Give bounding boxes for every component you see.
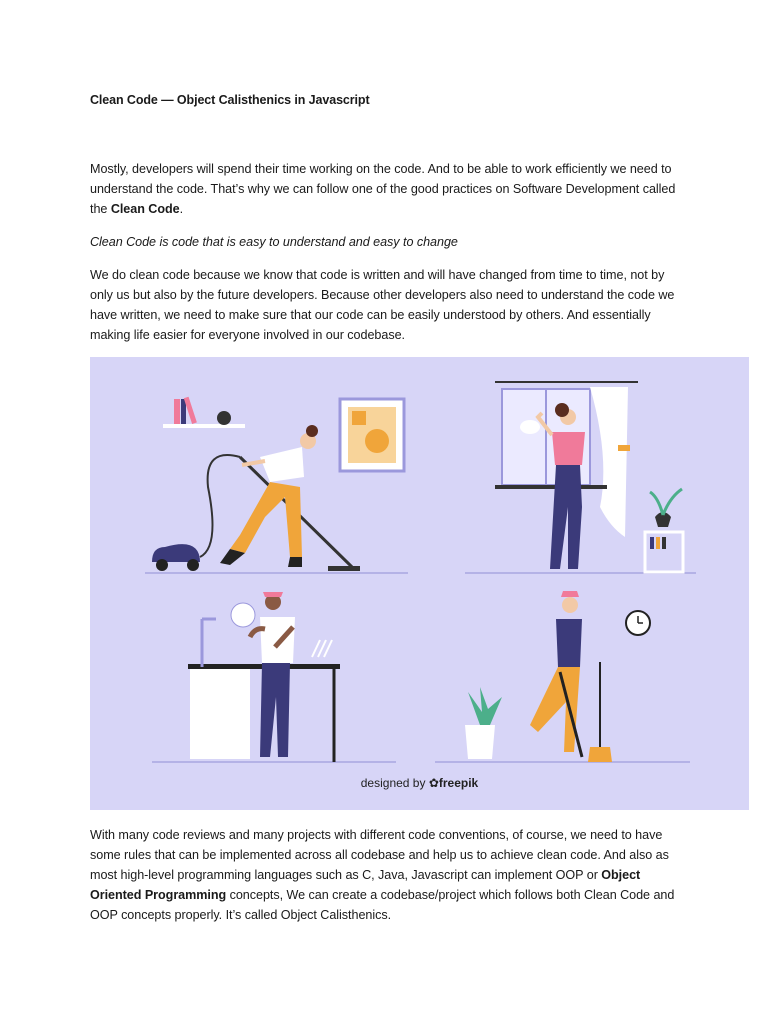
document-title: Clean Code — Object Calisthenics in Javascript <box>90 93 370 107</box>
intro-paragraph <box>90 159 690 219</box>
intro-period: . <box>179 202 184 216</box>
bookshelf-icon <box>163 397 245 428</box>
illustration-graphic <box>90 357 749 810</box>
freepik-logo-icon: ✿ <box>428 776 439 790</box>
plant-shelf-icon <box>645 489 683 572</box>
man-sweeping-figure <box>530 591 612 762</box>
potted-plant-icon <box>465 687 502 759</box>
credit-prefix: designed by <box>360 776 426 790</box>
woman-vacuuming-figure <box>220 425 318 567</box>
intro-text: Mostly, developers will spend their time working on the code. And to be able to work efficiently we need to understand the code. That’s why we can follow one of the good practices on Software Development called the <box>90 162 676 216</box>
calisthenics-paragraph <box>90 825 695 925</box>
calisthenics-end-text: concepts, We can create a codebase/project which follows both Clean Code and OOP concepts properly. It’s called Object Calisthenics. <box>90 888 675 922</box>
calisthenics-text: With many code reviews and many projects with different code conventions, of course, we need to have some rules that can be implemented across all codebase and help us to achieve clean code. And also as most high-level programming languages such as C, Java, Javascript can implement OOP or <box>90 828 669 882</box>
wall-picture-icon <box>340 399 404 471</box>
why-paragraph: We do clean code because we know that code is written and will have changed from time to time, not by only us but also by the future developers. Because other developers also need to understand the code we have written, we need to make sure that our code can be easily understood by others. And essentially making life easier for everyone involved in our codebase. <box>90 268 675 342</box>
intro-bold-term: Clean Code <box>110 202 180 216</box>
illustration-credit <box>90 776 749 790</box>
oop-bold-term: Object Oriented Programming <box>90 868 641 902</box>
definition-quote: Clean Code is code that is easy to understand and easy to change <box>90 235 458 249</box>
credit-brand: freepik <box>438 776 479 790</box>
cleaning-illustration <box>90 357 749 810</box>
